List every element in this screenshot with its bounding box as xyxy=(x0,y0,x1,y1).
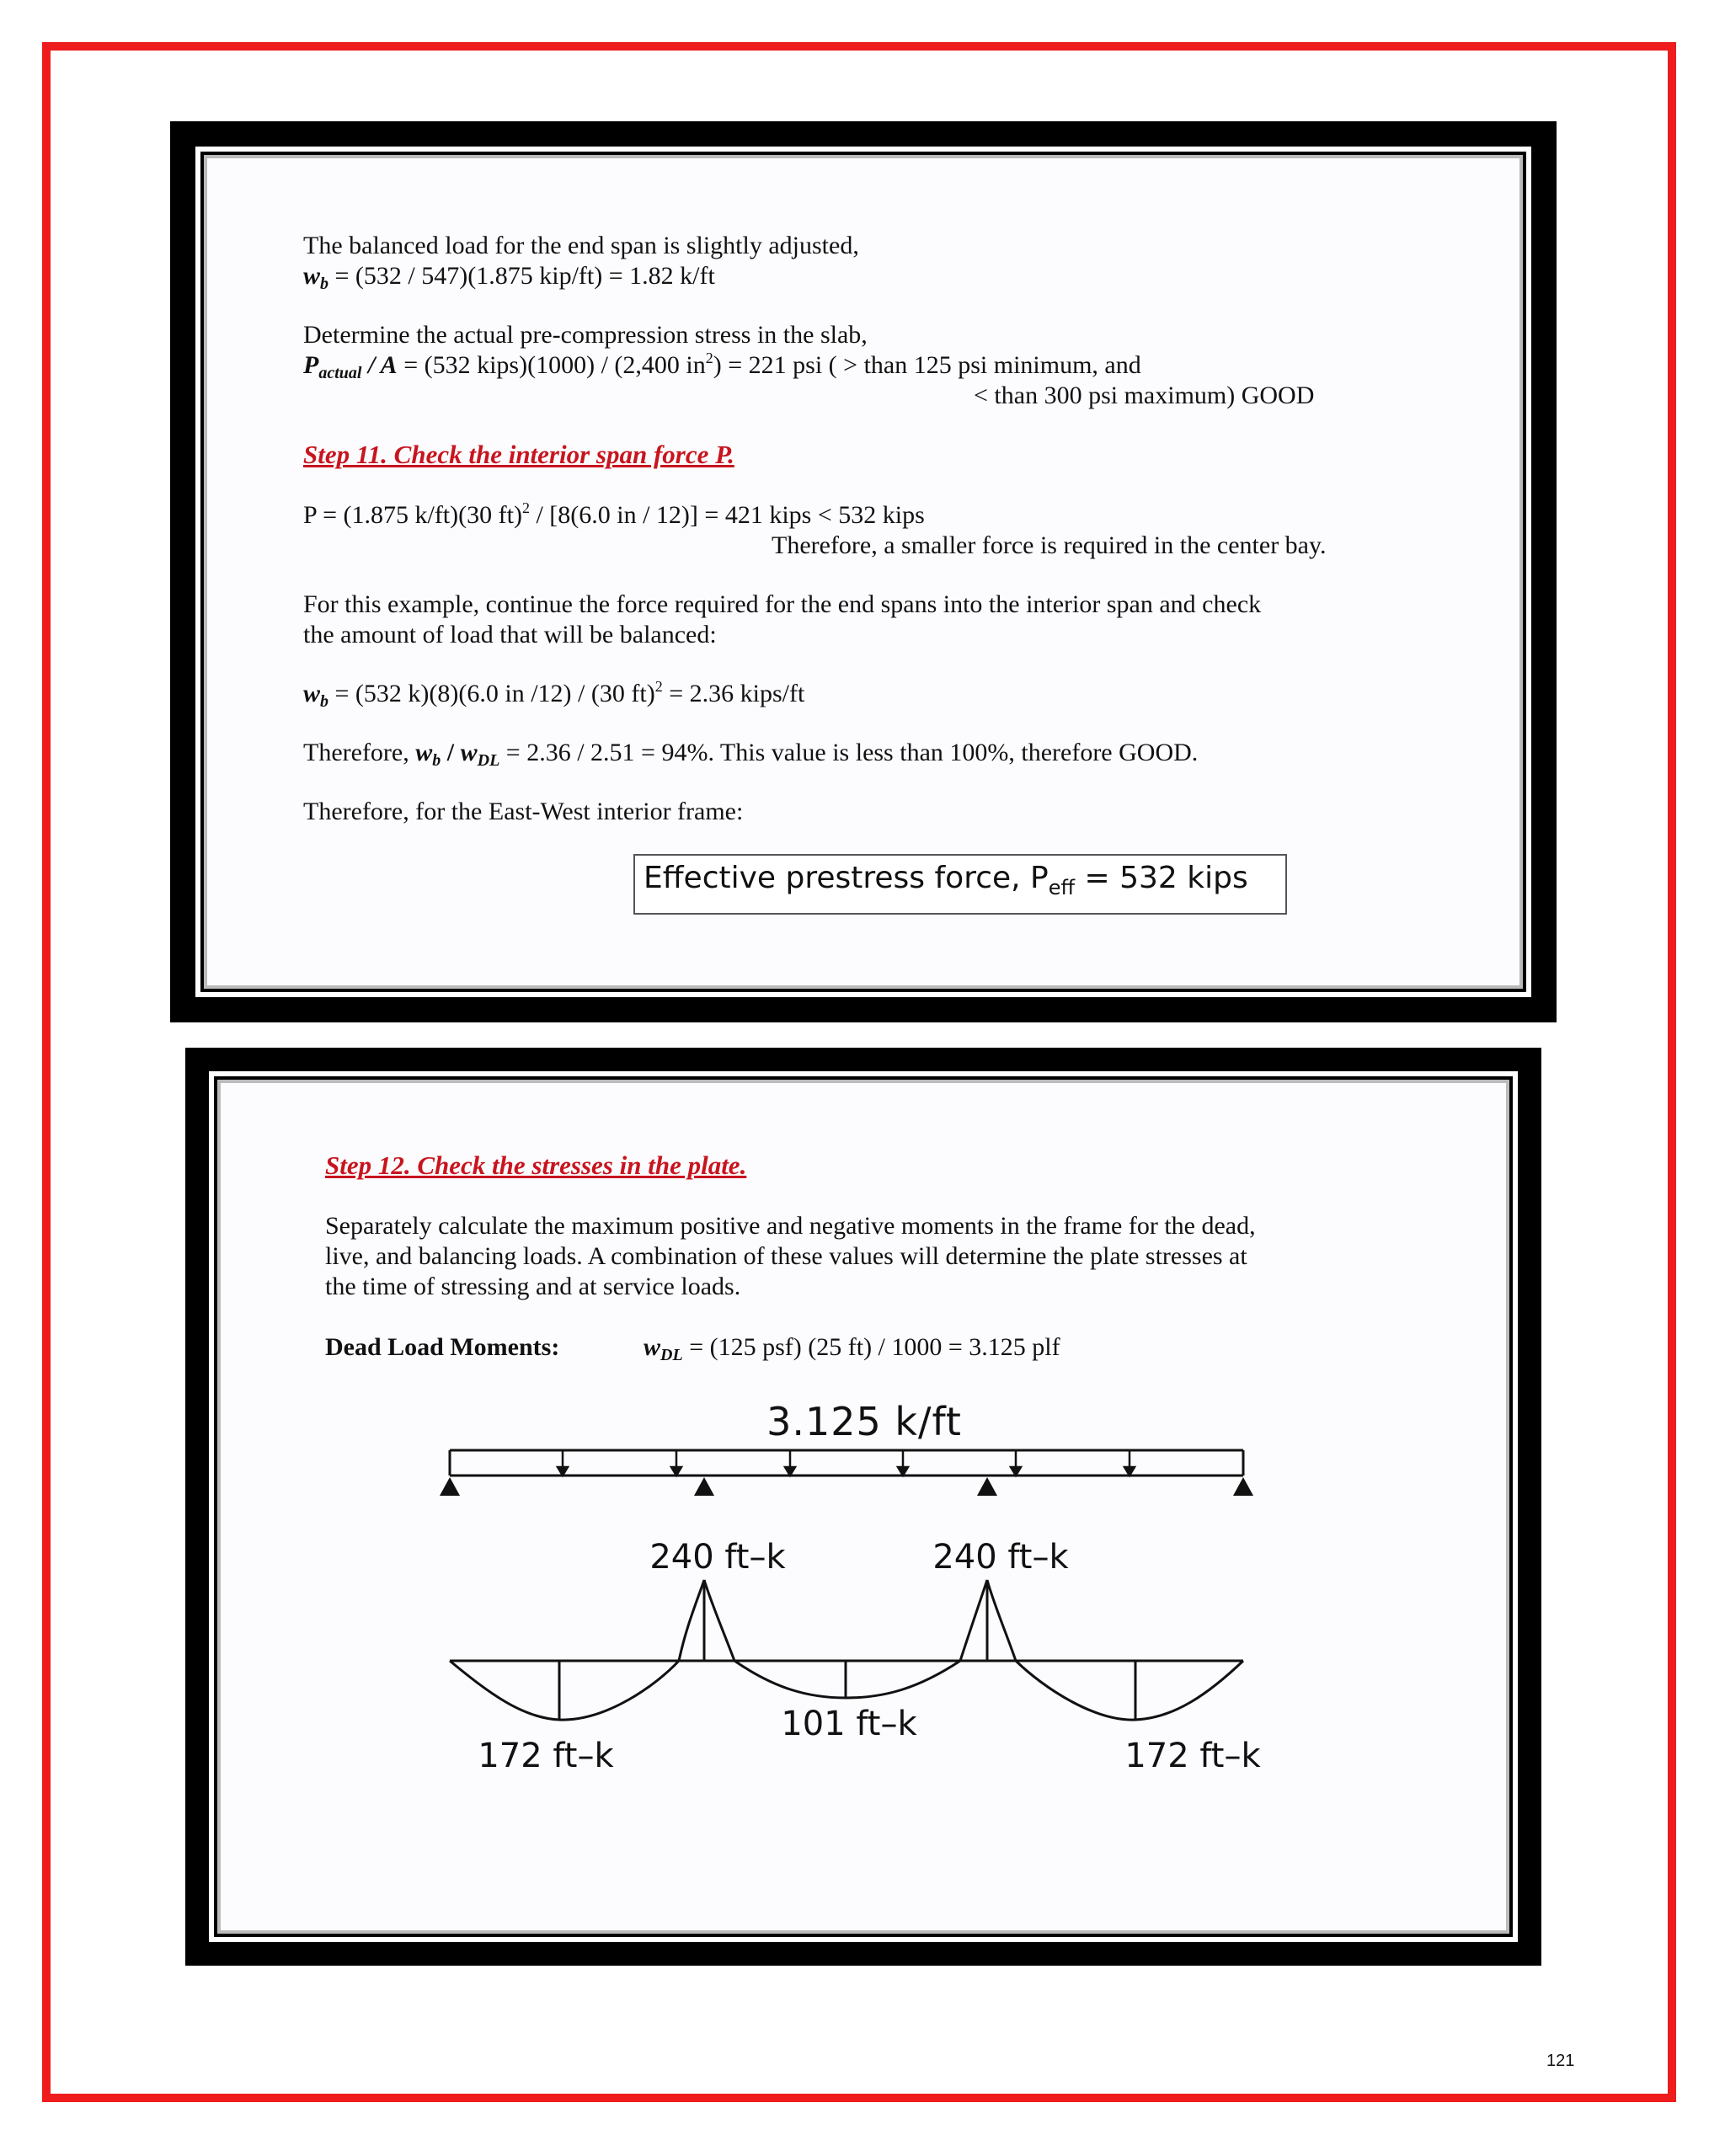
interior-force-equation: P = (1.875 k/ft)(30 ft)$^2$ / [8(6.0 in / 12)] = 421 kips < 532 kips xyxy=(303,499,925,529)
effective-prestress-box: Effective prestress force, $P_{eff} = 532$ kips xyxy=(633,854,1287,915)
pos-moment-center-label: 101 ft–k xyxy=(781,1705,917,1743)
supports xyxy=(440,1477,1253,1496)
neg-moment-left-label: 240 ft–k xyxy=(649,1538,786,1577)
distributed-load-label: 3.125 k/ft xyxy=(766,1399,962,1444)
pos-moment-left-label: 172 ft–k xyxy=(478,1737,614,1775)
balanced-load-interior-equation: $w_b = (532$ k)(8)(6.0 in /12) / (30 ft)$^2$ = 2.36 kips/ft xyxy=(303,678,805,711)
support-1 xyxy=(440,1477,460,1496)
dead-load-moments-label: Dead Load Moments: xyxy=(325,1333,560,1361)
example-text-line-2: the amount of load that will be balanced: xyxy=(303,621,717,648)
moment-curve xyxy=(450,1580,1243,1720)
example-text-line-1: For this example, continue the force required for the end spans into the interior span and check xyxy=(303,590,1262,618)
neg-moment-right-label: 240 ft–k xyxy=(932,1538,1069,1577)
page-number: 121 xyxy=(1546,2052,1575,2070)
pos-moment-right-label: 172 ft–k xyxy=(1124,1737,1261,1775)
precompression-max: < than 300 psi maximum) GOOD xyxy=(974,382,1315,409)
balanced-load-equation: $w_b = (532 / 547)(1.875$ kip/ft) = 1.82 k/ft xyxy=(303,262,715,293)
frame-conclusion-line: Therefore, for the East-West interior frame: xyxy=(303,798,744,825)
support-4 xyxy=(1233,1477,1253,1496)
precompression-intro: Determine the actual pre-compression stress in the slab, xyxy=(303,321,868,349)
step-11-heading: Step 11. Check the interior span force P. xyxy=(303,440,734,469)
interior-force-conclusion: Therefore, a smaller force is required in the center bay. xyxy=(772,531,1327,559)
load-arrows xyxy=(558,1450,1135,1476)
stresses-desc-line-1: Separately calculate the maximum positive and negative moments in the frame for the dead, xyxy=(325,1212,1256,1240)
support-3 xyxy=(977,1477,997,1496)
load-ratio-line: Therefore, $w_b / w_{DL} = 2.36 / 2.51 = 94\%$. This value is less than 100%, therefore GOOD. xyxy=(303,739,1199,770)
dead-load-equation: $w_{DL} = (125$ psf) (25 ft) / 1000 = 3.125 plf xyxy=(644,1333,1060,1364)
distributed-load xyxy=(450,1450,1243,1476)
stresses-desc-line-2: live, and balancing loads. A combination of these values will determine the plate stresses at xyxy=(325,1242,1247,1270)
stresses-desc-line-3: the time of stressing and at service loads. xyxy=(325,1273,741,1300)
step-12-heading: Step 12. Check the stresses in the plate. xyxy=(325,1150,747,1180)
support-2 xyxy=(694,1477,714,1496)
precompression-equation: $P_{actual} / A = (532$ kips)(1000) / (2,400 $in^2) = 221$ psi ( > than 125 psi minimum, and xyxy=(303,350,1141,382)
balanced-load-intro: The balanced load for the end span is slightly adjusted, xyxy=(303,232,859,259)
